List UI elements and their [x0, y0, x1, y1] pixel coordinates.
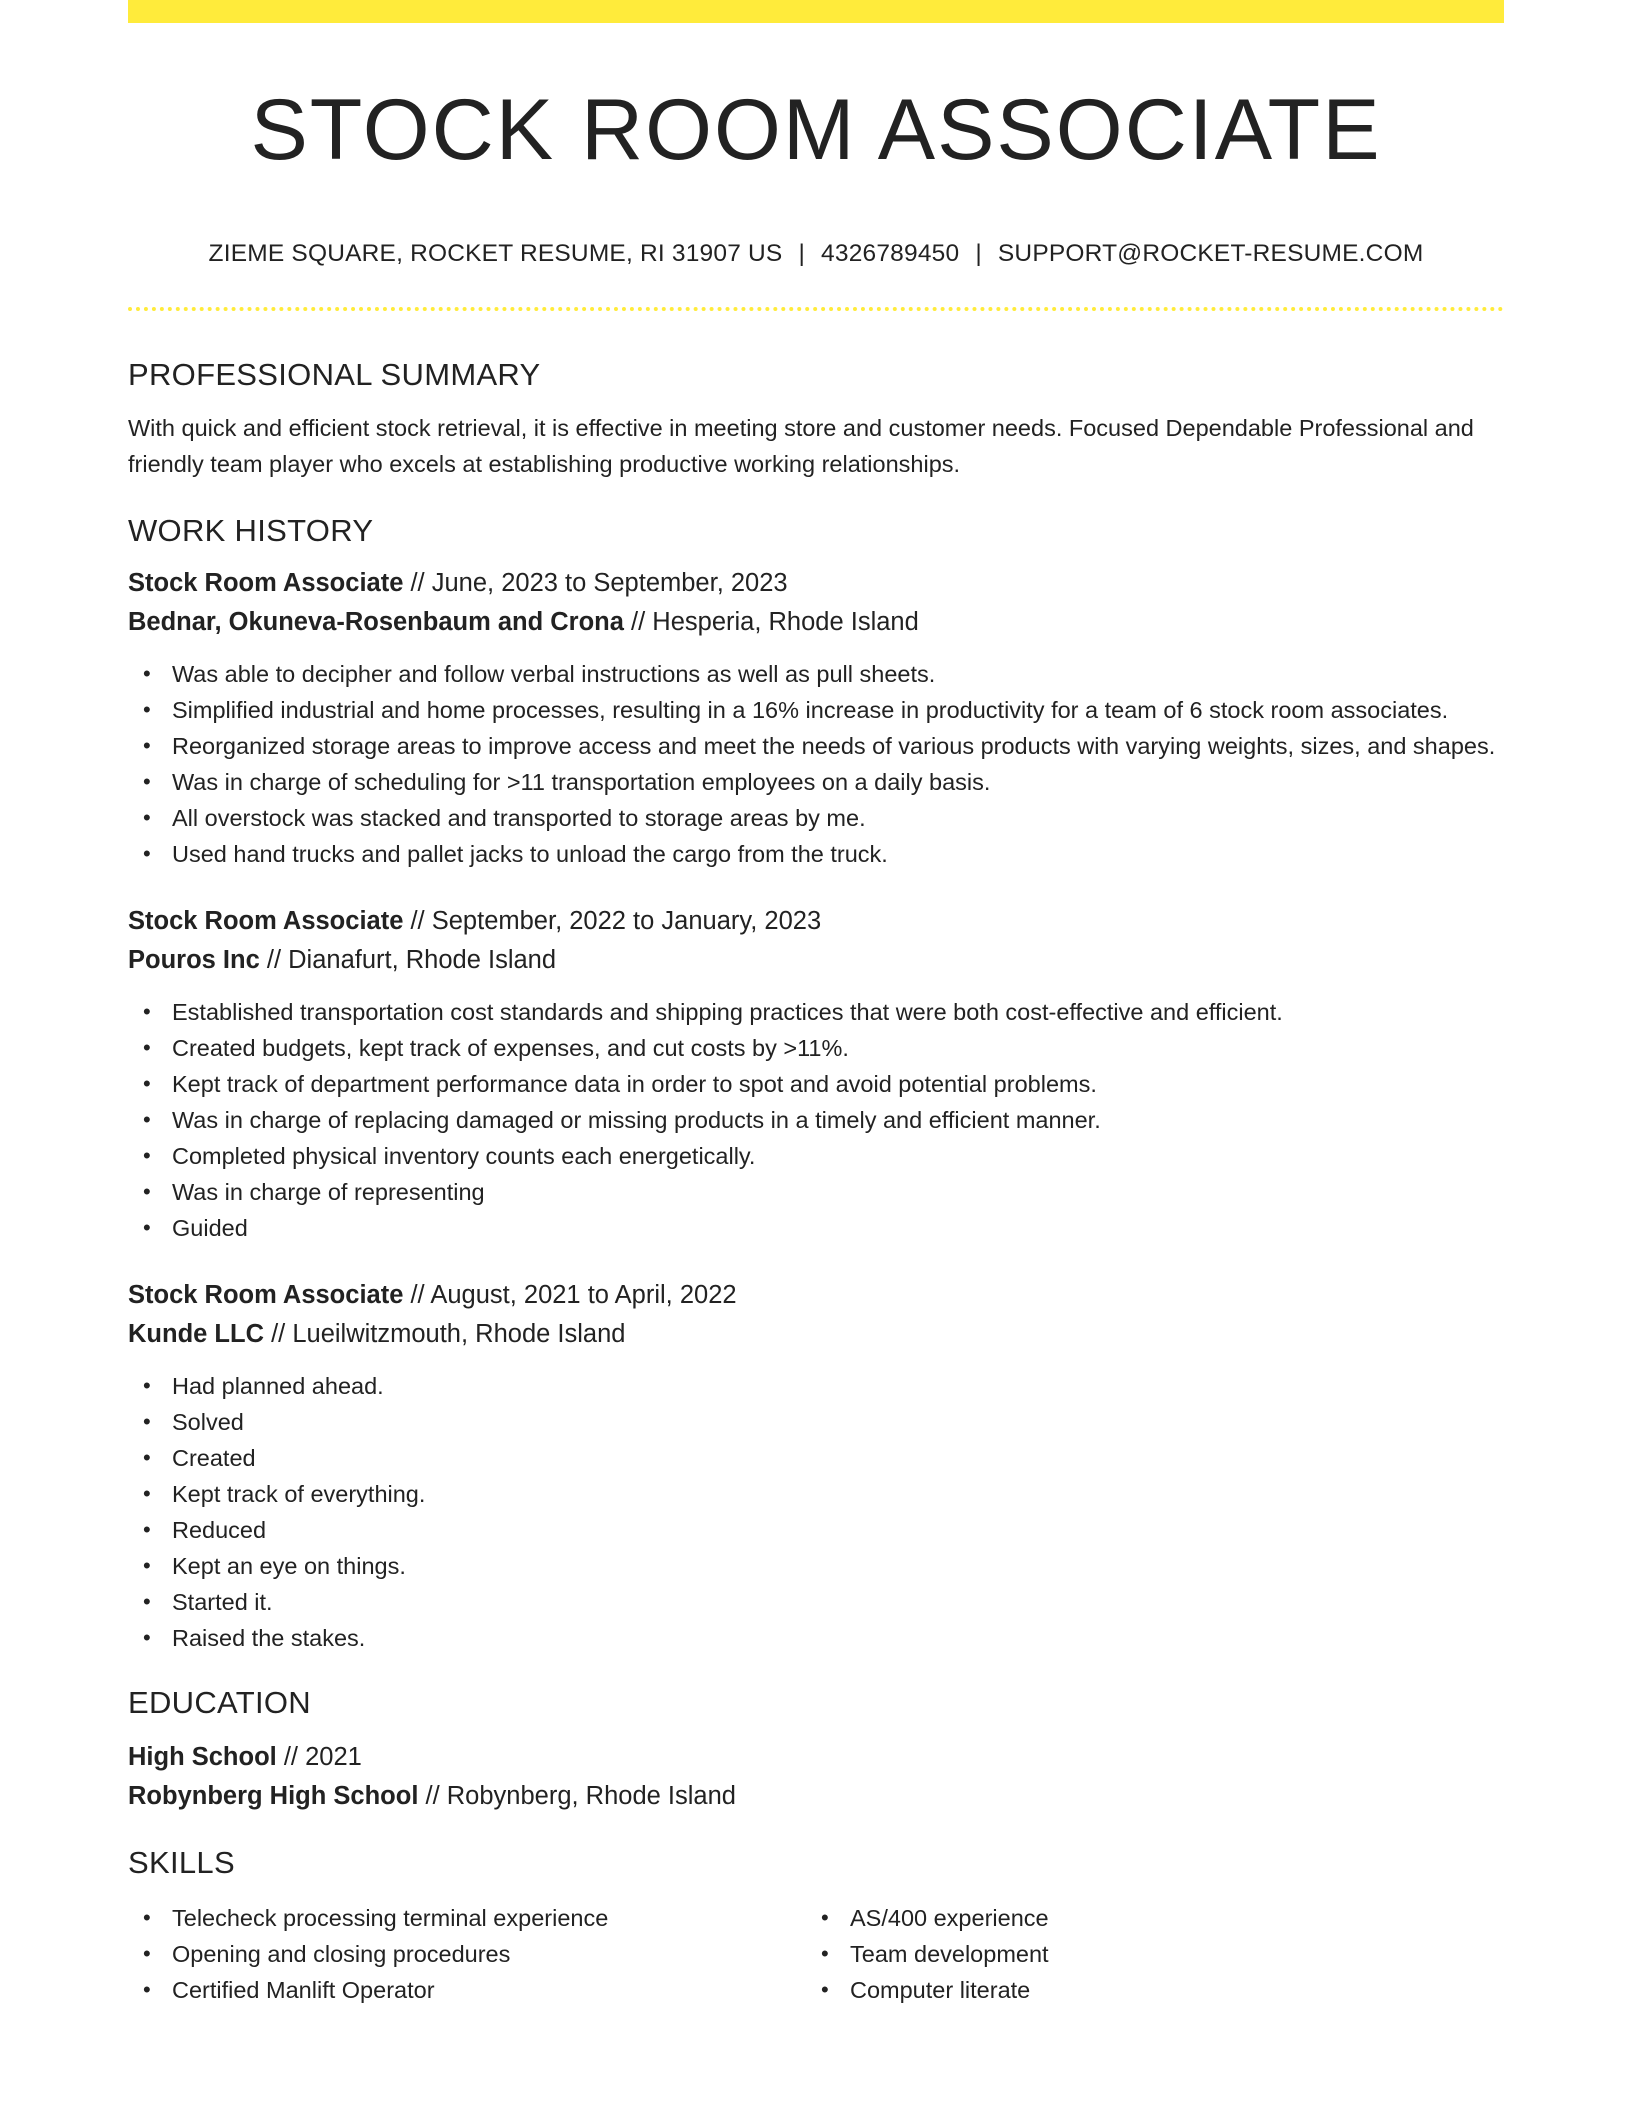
skill-item: • AS/400 experience	[806, 1900, 1484, 1936]
education-heading: EDUCATION	[128, 1685, 311, 1720]
work-history-section	[128, 508, 1504, 1656]
job-company-line	[128, 1315, 1504, 1354]
accent-top-bar	[128, 0, 1504, 23]
job-bullet: • Solved	[128, 1404, 1504, 1440]
job-title-line	[128, 902, 1504, 941]
education-separator: //	[276, 1743, 306, 1771]
job-bullet: • Was in charge of replacing damaged or missing products in a timely and efficient manner.	[128, 1102, 1504, 1138]
job-company: Bednar, Okuneva-Rosenbaum and Crona	[128, 608, 624, 636]
job-separator: //	[259, 946, 289, 974]
job-dates: September, 2022 to January, 2023	[431, 907, 822, 935]
job-separator: //	[403, 569, 432, 597]
job-location: Hesperia, Rhode Island	[652, 608, 919, 636]
job-location: Dianafurt, Rhode Island	[288, 946, 557, 974]
education-school: Robynberg High School	[128, 1782, 419, 1810]
job-bullet: • Simplified industrial and home processes, resulting in a 16% increase in productivity for a team of 6 stock room associates.	[128, 692, 1504, 728]
resume-title: STOCK ROOM ASSOCIATE	[250, 82, 1382, 178]
job-title: Stock Room Associate	[128, 569, 404, 597]
job-bullet: • Had planned ahead.	[128, 1368, 1504, 1404]
contact-address: ZIEME SQUARE, ROCKET RESUME, RI 31907 US	[208, 240, 783, 267]
job-company: Kunde LLC	[128, 1320, 264, 1348]
contact-line	[128, 236, 1504, 272]
job-separator: //	[403, 907, 432, 935]
skills-columns	[128, 1900, 1504, 2008]
skill-item: • Team development	[806, 1936, 1484, 1972]
resume-page	[128, 0, 1504, 2112]
job-bullet: • Kept track of department performance data in order to spot and avoid potential problems.	[128, 1066, 1504, 1102]
job-bullets	[128, 656, 1504, 872]
job-entry	[128, 564, 1504, 872]
contact-separator: |	[975, 240, 982, 267]
skills-list-right	[806, 1900, 1484, 2008]
job-bullet: • Created budgets, kept track of expenses, and cut costs by >11%.	[128, 1030, 1504, 1066]
dotted-divider	[128, 307, 1504, 311]
job-location: Lueilwitzmouth, Rhode Island	[292, 1320, 626, 1348]
job-bullet: • Guided	[128, 1210, 1504, 1246]
job-separator: //	[263, 1320, 293, 1348]
skills-heading: SKILLS	[128, 1845, 235, 1880]
work-history-heading: WORK HISTORY	[128, 513, 374, 548]
skills-section	[128, 1840, 1504, 2008]
job-title-line	[128, 1276, 1504, 1315]
job-bullet: • Used hand trucks and pallet jacks to unload the cargo from the truck.	[128, 836, 1504, 872]
job-title: Stock Room Associate	[128, 1281, 404, 1309]
job-bullet: • Reduced	[128, 1512, 1504, 1548]
job-bullet: • All overstock was stacked and transported to storage areas by me.	[128, 800, 1504, 836]
job-bullet: • Established transportation cost standards and shipping practices that were both cost-effective and efficient.	[128, 994, 1504, 1030]
education-year: 2021	[305, 1743, 362, 1771]
job-entry	[128, 1276, 1504, 1656]
job-separator: //	[403, 1281, 431, 1309]
job-dates: June, 2023 to September, 2023	[431, 569, 788, 597]
skill-item: • Telecheck processing terminal experience	[128, 1900, 806, 1936]
job-bullet: • Was in charge of representing	[128, 1174, 1504, 1210]
education-location: Robynberg, Rhode Island	[446, 1782, 736, 1810]
summary-section	[128, 352, 1504, 482]
job-company-line	[128, 603, 1504, 642]
resume-content	[128, 352, 1504, 2008]
job-bullet: • Kept an eye on things.	[128, 1548, 1504, 1584]
skill-item: • Certified Manlift Operator	[128, 1972, 806, 2008]
job-dates: August, 2021 to April, 2022	[430, 1281, 737, 1309]
job-bullet: • Was able to decipher and follow verbal instructions as well as pull sheets.	[128, 656, 1504, 692]
skill-item: • Computer literate	[806, 1972, 1484, 2008]
contact-separator: |	[798, 240, 806, 267]
job-bullet: • Completed physical inventory counts each energetically.	[128, 1138, 1504, 1174]
job-bullet: • Raised the stakes.	[128, 1620, 1504, 1656]
job-company: Pouros Inc	[128, 946, 260, 974]
job-title-line	[128, 564, 1504, 603]
education-degree-line	[128, 1738, 1504, 1777]
job-list	[128, 564, 1504, 1656]
job-bullet: • Was in charge of scheduling for >11 transportation employees on a daily basis.	[128, 764, 1504, 800]
job-separator: //	[623, 608, 653, 636]
education-degree: High School	[128, 1743, 277, 1771]
job-entry	[128, 902, 1504, 1246]
job-bullets	[128, 1368, 1504, 1656]
summary-heading: PROFESSIONAL SUMMARY	[128, 357, 541, 392]
education-separator: //	[418, 1782, 447, 1810]
job-title: Stock Room Associate	[128, 907, 404, 935]
job-bullet: • Started it.	[128, 1584, 1504, 1620]
education-school-line	[128, 1777, 1504, 1816]
skills-list-left	[128, 1900, 806, 2008]
job-bullet: • Reorganized storage areas to improve access and meet the needs of various products with varying weights, sizes, and shapes.	[128, 728, 1504, 764]
contact-email: SUPPORT@ROCKET-RESUME.COM	[997, 240, 1424, 267]
education-section	[128, 1680, 1504, 1816]
contact-phone: 4326789450	[821, 240, 960, 267]
job-bullet: • Kept track of everything.	[128, 1476, 1504, 1512]
job-bullet: • Created	[128, 1440, 1504, 1476]
skill-item: • Opening and closing procedures	[128, 1936, 806, 1972]
job-bullets	[128, 994, 1504, 1246]
summary-text: With quick and efficient stock retrieval, it is effective in meeting store and customer needs. Focused Dependable Professional and friendly team player who excels at establishing productive working relationships.	[128, 415, 1474, 477]
job-company-line	[128, 941, 1504, 980]
